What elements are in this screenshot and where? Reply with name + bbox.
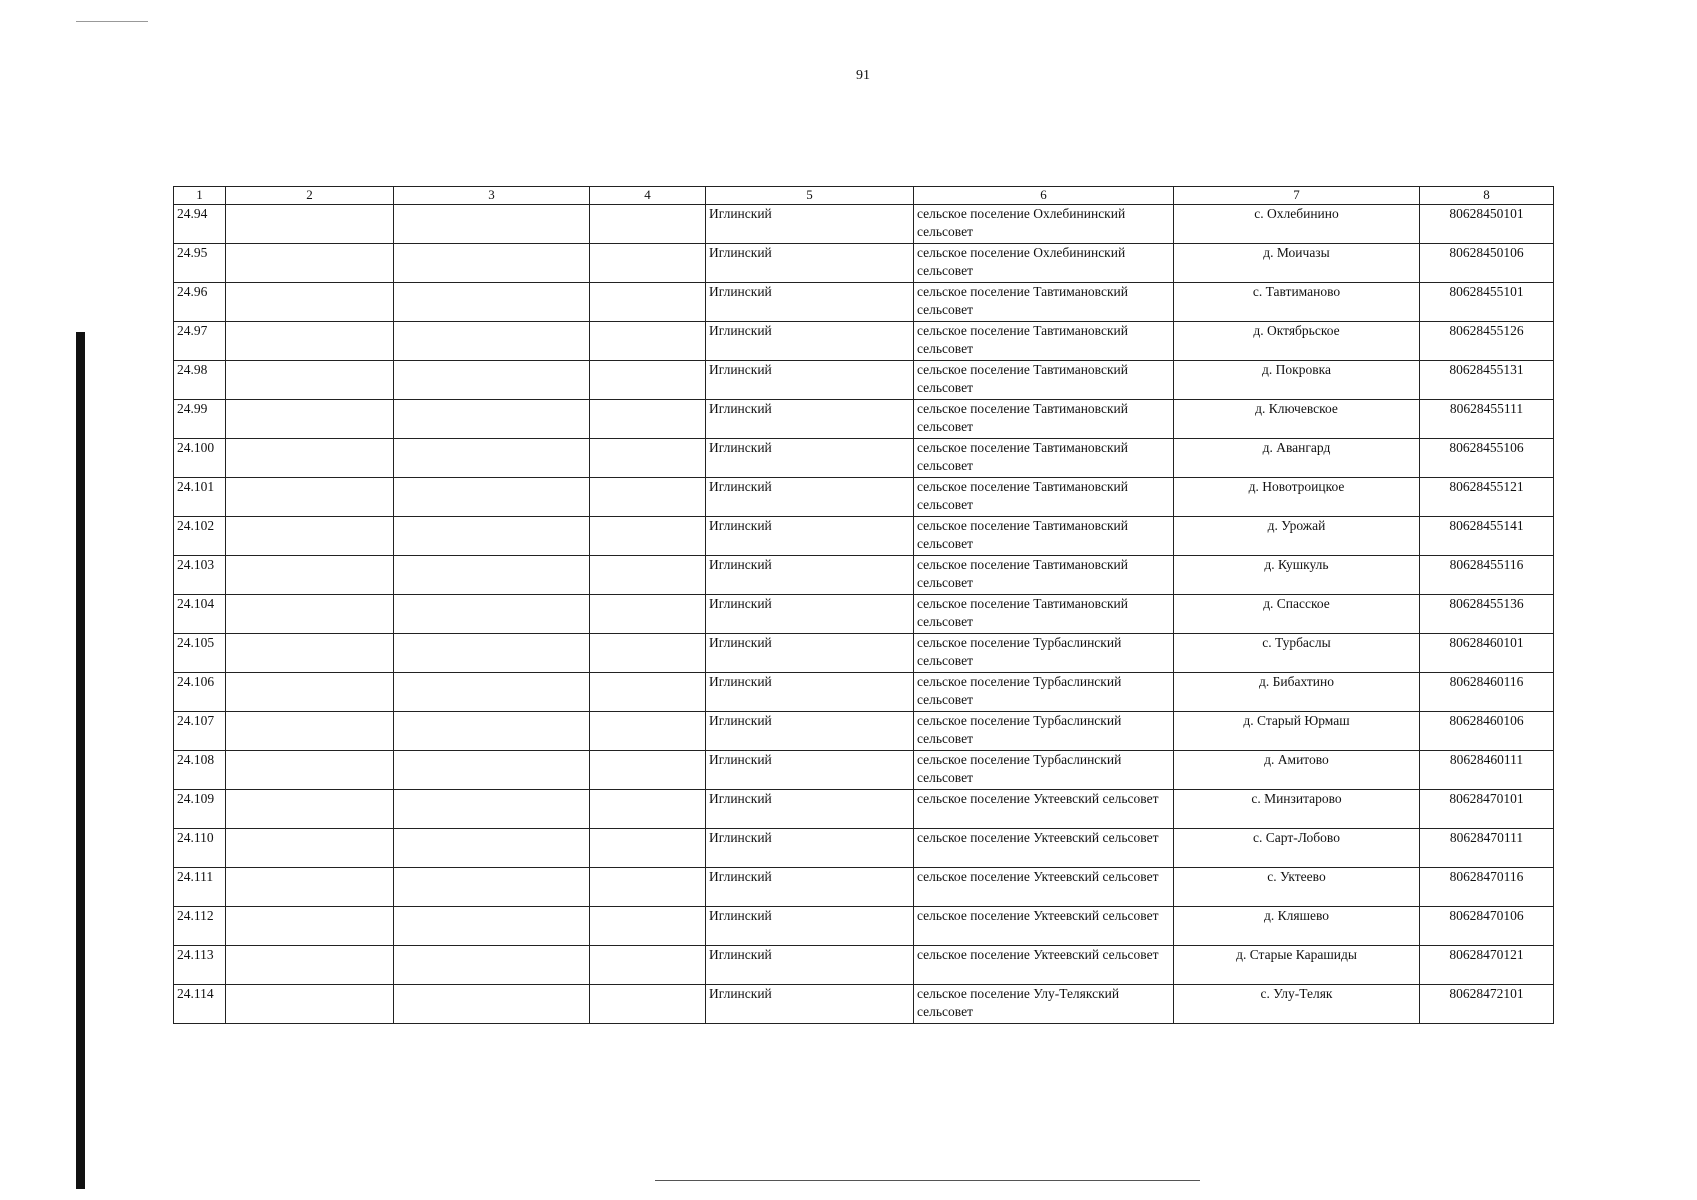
code-cell: 80628460111 bbox=[1420, 751, 1554, 790]
code-cell: 80628455126 bbox=[1420, 322, 1554, 361]
empty-cell bbox=[394, 244, 590, 283]
empty-cell bbox=[590, 634, 706, 673]
table-row bbox=[174, 634, 1554, 673]
empty-cell bbox=[394, 283, 590, 322]
empty-cell bbox=[590, 205, 706, 244]
empty-cell bbox=[590, 673, 706, 712]
table-row bbox=[174, 244, 1554, 283]
row-number-cell: 24.94 bbox=[174, 205, 226, 244]
empty-cell bbox=[226, 595, 394, 634]
district-cell: Иглинский bbox=[706, 322, 914, 361]
locality-cell: с. Уктеево bbox=[1174, 868, 1420, 907]
empty-cell bbox=[394, 712, 590, 751]
column-header: 5 bbox=[706, 187, 914, 205]
empty-cell bbox=[226, 322, 394, 361]
locality-cell: д. Кляшево bbox=[1174, 907, 1420, 946]
row-number-cell: 24.113 bbox=[174, 946, 226, 985]
empty-cell bbox=[226, 946, 394, 985]
empty-cell bbox=[394, 439, 590, 478]
settlement-cell: сельское поселение Охлебининский сельсовет bbox=[914, 244, 1174, 283]
empty-cell bbox=[590, 556, 706, 595]
locality-cell: с. Минзитарово bbox=[1174, 790, 1420, 829]
code-cell: 80628455106 bbox=[1420, 439, 1554, 478]
empty-cell bbox=[226, 205, 394, 244]
district-cell: Иглинский bbox=[706, 283, 914, 322]
empty-cell bbox=[394, 790, 590, 829]
empty-cell bbox=[394, 322, 590, 361]
settlement-cell: сельское поселение Уктеевский сельсовет bbox=[914, 907, 1174, 946]
row-number-cell: 24.99 bbox=[174, 400, 226, 439]
code-cell: 80628470116 bbox=[1420, 868, 1554, 907]
locality-cell: д. Ключевское bbox=[1174, 400, 1420, 439]
locality-cell: д. Спасское bbox=[1174, 595, 1420, 634]
code-cell: 80628455141 bbox=[1420, 517, 1554, 556]
scan-edge-bar bbox=[76, 332, 85, 1189]
empty-cell bbox=[394, 205, 590, 244]
empty-cell bbox=[394, 946, 590, 985]
row-number-cell: 24.98 bbox=[174, 361, 226, 400]
code-cell: 80628460116 bbox=[1420, 673, 1554, 712]
page-number: 91 bbox=[856, 68, 870, 83]
code-cell: 80628455111 bbox=[1420, 400, 1554, 439]
district-cell: Иглинский bbox=[706, 400, 914, 439]
empty-cell bbox=[590, 478, 706, 517]
empty-cell bbox=[394, 361, 590, 400]
row-number-cell: 24.105 bbox=[174, 634, 226, 673]
district-cell: Иглинский bbox=[706, 790, 914, 829]
empty-cell bbox=[394, 517, 590, 556]
empty-cell bbox=[394, 673, 590, 712]
empty-cell bbox=[226, 790, 394, 829]
locality-cell: д. Авангард bbox=[1174, 439, 1420, 478]
empty-cell bbox=[226, 244, 394, 283]
settlement-cell: сельское поселение Тавтимановский сельсовет bbox=[914, 478, 1174, 517]
locality-cell: д. Амитово bbox=[1174, 751, 1420, 790]
settlement-cell: сельское поселение Улу-Телякский сельсовет bbox=[914, 985, 1174, 1024]
locality-cell: д. Новотроицкое bbox=[1174, 478, 1420, 517]
district-cell: Иглинский bbox=[706, 244, 914, 283]
column-header: 6 bbox=[914, 187, 1174, 205]
empty-cell bbox=[590, 439, 706, 478]
district-cell: Иглинский bbox=[706, 829, 914, 868]
column-header: 4 bbox=[590, 187, 706, 205]
settlement-cell: сельское поселение Турбаслинский сельсовет bbox=[914, 712, 1174, 751]
settlement-cell: сельское поселение Уктеевский сельсовет bbox=[914, 868, 1174, 907]
empty-cell bbox=[394, 634, 590, 673]
code-cell: 80628470101 bbox=[1420, 790, 1554, 829]
code-cell: 80628472101 bbox=[1420, 985, 1554, 1024]
code-cell: 80628450101 bbox=[1420, 205, 1554, 244]
district-cell: Иглинский bbox=[706, 361, 914, 400]
district-cell: Иглинский bbox=[706, 712, 914, 751]
code-cell: 80628455121 bbox=[1420, 478, 1554, 517]
column-header: 1 bbox=[174, 187, 226, 205]
empty-cell bbox=[394, 595, 590, 634]
empty-cell bbox=[226, 439, 394, 478]
row-number-cell: 24.103 bbox=[174, 556, 226, 595]
empty-cell bbox=[590, 712, 706, 751]
row-number-cell: 24.104 bbox=[174, 595, 226, 634]
table-row bbox=[174, 517, 1554, 556]
locality-cell: с. Турбаслы bbox=[1174, 634, 1420, 673]
locality-cell: д. Октябрьское bbox=[1174, 322, 1420, 361]
empty-cell bbox=[590, 868, 706, 907]
table-row bbox=[174, 478, 1554, 517]
district-cell: Иглинский bbox=[706, 517, 914, 556]
locality-cell: с. Охлебинино bbox=[1174, 205, 1420, 244]
settlement-cell: сельское поселение Тавтимановский сельсовет bbox=[914, 556, 1174, 595]
table-row bbox=[174, 829, 1554, 868]
table-body bbox=[174, 205, 1554, 1024]
table-row bbox=[174, 868, 1554, 907]
empty-cell bbox=[226, 400, 394, 439]
empty-cell bbox=[226, 907, 394, 946]
district-cell: Иглинский bbox=[706, 673, 914, 712]
row-number-cell: 24.97 bbox=[174, 322, 226, 361]
table-row bbox=[174, 439, 1554, 478]
table-row bbox=[174, 946, 1554, 985]
code-cell: 80628460106 bbox=[1420, 712, 1554, 751]
empty-cell bbox=[226, 712, 394, 751]
empty-cell bbox=[226, 361, 394, 400]
table-row bbox=[174, 595, 1554, 634]
empty-cell bbox=[226, 868, 394, 907]
empty-cell bbox=[226, 478, 394, 517]
code-cell: 80628455136 bbox=[1420, 595, 1554, 634]
empty-cell bbox=[590, 907, 706, 946]
settlement-cell: сельское поселение Тавтимановский сельсовет bbox=[914, 361, 1174, 400]
top-rule bbox=[76, 21, 148, 22]
table-row bbox=[174, 361, 1554, 400]
district-cell: Иглинский bbox=[706, 634, 914, 673]
empty-cell bbox=[590, 985, 706, 1024]
district-cell: Иглинский bbox=[706, 907, 914, 946]
empty-cell bbox=[394, 907, 590, 946]
row-number-cell: 24.95 bbox=[174, 244, 226, 283]
column-header: 3 bbox=[394, 187, 590, 205]
empty-cell bbox=[226, 283, 394, 322]
code-cell: 80628470111 bbox=[1420, 829, 1554, 868]
district-cell: Иглинский bbox=[706, 946, 914, 985]
table-row bbox=[174, 712, 1554, 751]
header-row bbox=[174, 187, 1554, 205]
empty-cell bbox=[590, 322, 706, 361]
settlement-cell: сельское поселение Тавтимановский сельсовет bbox=[914, 322, 1174, 361]
empty-cell bbox=[226, 673, 394, 712]
settlement-cell: сельское поселение Охлебининский сельсовет bbox=[914, 205, 1174, 244]
empty-cell bbox=[590, 595, 706, 634]
table-row bbox=[174, 907, 1554, 946]
empty-cell bbox=[394, 751, 590, 790]
row-number-cell: 24.101 bbox=[174, 478, 226, 517]
locality-cell: д. Старые Карашиды bbox=[1174, 946, 1420, 985]
row-number-cell: 24.114 bbox=[174, 985, 226, 1024]
district-cell: Иглинский bbox=[706, 595, 914, 634]
row-number-cell: 24.102 bbox=[174, 517, 226, 556]
locality-cell: с. Сарт-Лобово bbox=[1174, 829, 1420, 868]
settlement-cell: сельское поселение Турбаслинский сельсовет bbox=[914, 673, 1174, 712]
district-cell: Иглинский bbox=[706, 556, 914, 595]
table-row bbox=[174, 205, 1554, 244]
row-number-cell: 24.106 bbox=[174, 673, 226, 712]
row-number-cell: 24.107 bbox=[174, 712, 226, 751]
empty-cell bbox=[226, 556, 394, 595]
code-cell: 80628460101 bbox=[1420, 634, 1554, 673]
settlement-cell: сельское поселение Уктеевский сельсовет bbox=[914, 946, 1174, 985]
row-number-cell: 24.108 bbox=[174, 751, 226, 790]
empty-cell bbox=[590, 946, 706, 985]
code-cell: 80628470121 bbox=[1420, 946, 1554, 985]
code-cell: 80628455116 bbox=[1420, 556, 1554, 595]
empty-cell bbox=[226, 517, 394, 556]
table-row bbox=[174, 322, 1554, 361]
column-header: 7 bbox=[1174, 187, 1420, 205]
empty-cell bbox=[226, 985, 394, 1024]
row-number-cell: 24.112 bbox=[174, 907, 226, 946]
code-cell: 80628470106 bbox=[1420, 907, 1554, 946]
code-cell: 80628450106 bbox=[1420, 244, 1554, 283]
table-row bbox=[174, 751, 1554, 790]
empty-cell bbox=[394, 829, 590, 868]
row-number-cell: 24.100 bbox=[174, 439, 226, 478]
settlement-cell: сельское поселение Тавтимановский сельсовет bbox=[914, 517, 1174, 556]
settlement-cell: сельское поселение Турбаслинский сельсовет bbox=[914, 634, 1174, 673]
district-cell: Иглинский bbox=[706, 868, 914, 907]
district-cell: Иглинский bbox=[706, 985, 914, 1024]
empty-cell bbox=[590, 283, 706, 322]
bottom-rule bbox=[655, 1180, 1200, 1181]
empty-cell bbox=[590, 751, 706, 790]
table-row bbox=[174, 673, 1554, 712]
empty-cell bbox=[394, 985, 590, 1024]
column-header: 2 bbox=[226, 187, 394, 205]
settlement-cell: сельское поселение Тавтимановский сельсовет bbox=[914, 595, 1174, 634]
locality-cell: д. Моичазы bbox=[1174, 244, 1420, 283]
empty-cell bbox=[590, 400, 706, 439]
table-row bbox=[174, 985, 1554, 1024]
settlement-cell: сельское поселение Турбаслинский сельсовет bbox=[914, 751, 1174, 790]
empty-cell bbox=[590, 829, 706, 868]
locality-cell: д. Бибахтино bbox=[1174, 673, 1420, 712]
empty-cell bbox=[226, 829, 394, 868]
empty-cell bbox=[590, 517, 706, 556]
locality-cell: д. Кушкуль bbox=[1174, 556, 1420, 595]
locality-cell: д. Старый Юрмаш bbox=[1174, 712, 1420, 751]
row-number-cell: 24.109 bbox=[174, 790, 226, 829]
column-header: 8 bbox=[1420, 187, 1554, 205]
locality-cell: д. Покровка bbox=[1174, 361, 1420, 400]
table-row bbox=[174, 400, 1554, 439]
empty-cell bbox=[590, 244, 706, 283]
settlements-table bbox=[173, 186, 1554, 1024]
empty-cell bbox=[226, 634, 394, 673]
district-cell: Иглинский bbox=[706, 751, 914, 790]
empty-cell bbox=[226, 751, 394, 790]
empty-cell bbox=[394, 868, 590, 907]
empty-cell bbox=[394, 556, 590, 595]
district-cell: Иглинский bbox=[706, 205, 914, 244]
table-row bbox=[174, 556, 1554, 595]
settlement-cell: сельское поселение Тавтимановский сельсовет bbox=[914, 283, 1174, 322]
settlement-cell: сельское поселение Уктеевский сельсовет bbox=[914, 829, 1174, 868]
district-cell: Иглинский bbox=[706, 439, 914, 478]
row-number-cell: 24.110 bbox=[174, 829, 226, 868]
district-cell: Иглинский bbox=[706, 478, 914, 517]
locality-cell: с. Улу-Теляк bbox=[1174, 985, 1420, 1024]
locality-cell: д. Урожай bbox=[1174, 517, 1420, 556]
settlement-cell: сельское поселение Тавтимановский сельсовет bbox=[914, 400, 1174, 439]
empty-cell bbox=[394, 400, 590, 439]
table-row bbox=[174, 790, 1554, 829]
empty-cell bbox=[590, 790, 706, 829]
settlement-cell: сельское поселение Тавтимановский сельсовет bbox=[914, 439, 1174, 478]
row-number-cell: 24.96 bbox=[174, 283, 226, 322]
empty-cell bbox=[394, 478, 590, 517]
code-cell: 80628455131 bbox=[1420, 361, 1554, 400]
table-row bbox=[174, 283, 1554, 322]
row-number-cell: 24.111 bbox=[174, 868, 226, 907]
locality-cell: с. Тавтиманово bbox=[1174, 283, 1420, 322]
code-cell: 80628455101 bbox=[1420, 283, 1554, 322]
settlement-cell: сельское поселение Уктеевский сельсовет bbox=[914, 790, 1174, 829]
empty-cell bbox=[590, 361, 706, 400]
